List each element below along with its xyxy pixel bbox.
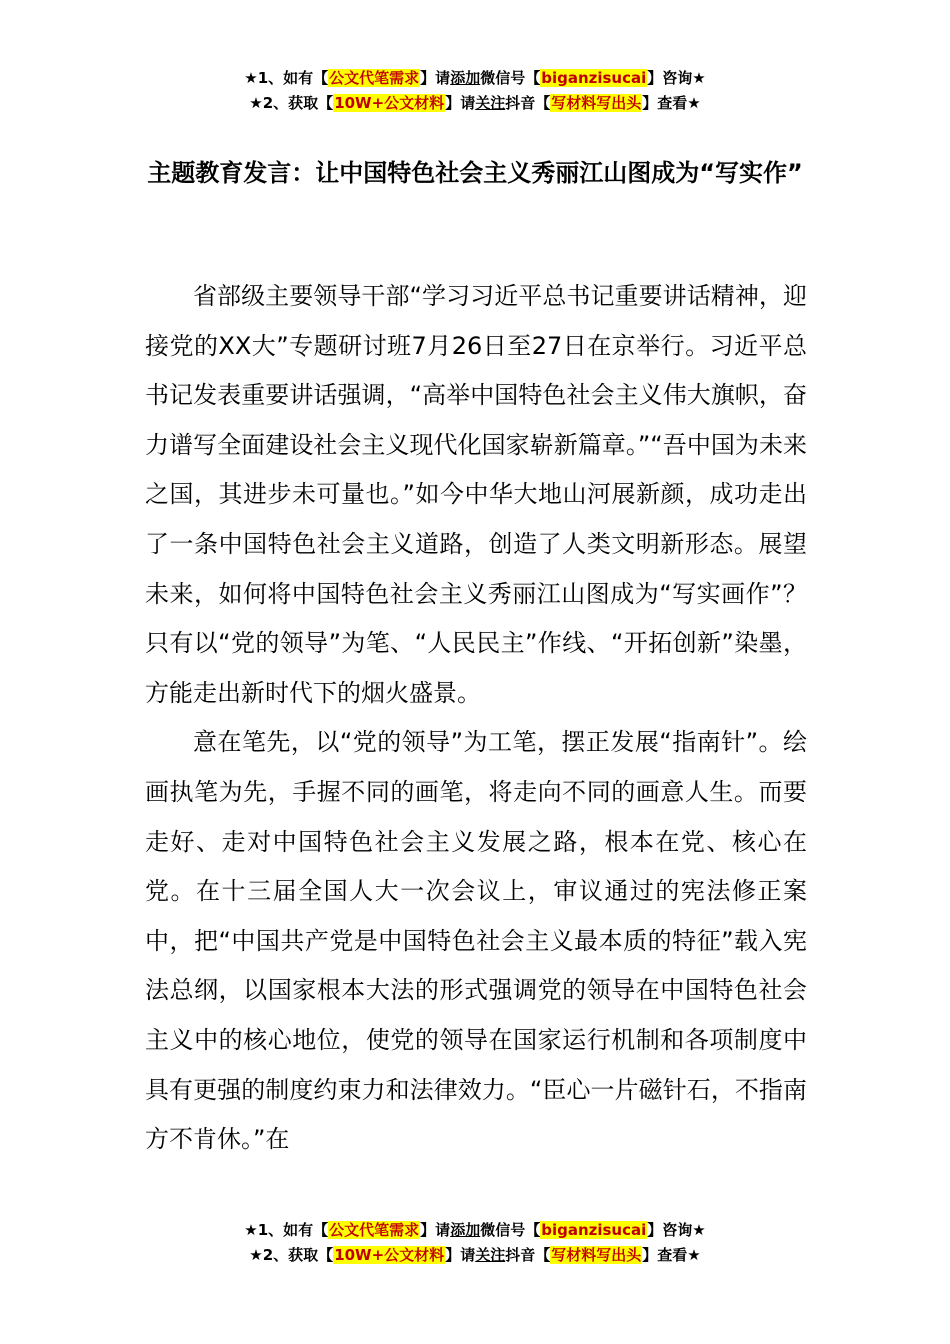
highlight-materials: 10W+公文材料 [334, 94, 445, 112]
banner-line-2: ★2、获取【10W+公文材料】请关注抖音【写材料写出头】查看★ [249, 94, 701, 112]
document-title: 主题教育发言：让中国特色社会主义秀丽江山图成为“写实作” [147, 159, 803, 187]
banner-line-1: ★1、如有【公文代笔需求】请添加微信号【biganzisucai】咨询★ [244, 69, 706, 87]
highlight-douyin: 写材料写出头 [551, 1246, 642, 1264]
paragraph: 意在笔先，以“党的领导”为工笔，摆正发展“指南针”。绘画执笔为先，手握不同的画笔，将走向不同的画意人生。而要走好、走对中国特色社会主义发展之路，根本在党、核心在党。在十三届全国人大一次会议上，审议通过的宪法修正案中，把“中国共产党是中国特色社会主义最本质的特征”载入宪法总纲，以国家根本大法的形式强调党的领导在中国特色社会主义中的核心地位，使党的领导在国家运行机制和各项制度中具有更强的制度约束力和法律效力。“臣心一片磁针石，不指南方不肯休。”在 [145, 728, 807, 1154]
highlight-wechat-id: biganzisucai [541, 1221, 647, 1239]
highlight-douyin: 写材料写出头 [551, 94, 642, 112]
paragraph: 省部级主要领导干部“学习习近平总书记重要讲话精神，迎接党的XX大”专题研讨班7月26日至27日在京举行。习近平总书记发表重要讲话强调，“高举中国特色社会主义伟大旗帜，奋力谱写全面建设社会主义现代化国家崭新篇章。”“吾中国为未来之国，其进步未可量也。”如今中华大地山河展新颜，成功走出了一条中国特色社会主义道路，创造了人类文明新形态。展望未来，如何将中国特色社会主义秀丽江山图成为“写实画作”？只有以“党的领导”为笔、“人民民主”作线、“开拓创新”染墨，方能走出新时代下的烟火盛景。 [145, 282, 807, 707]
banner-line-1: ★1、如有【公文代笔需求】请添加微信号【biganzisucai】咨询★ [244, 1221, 706, 1239]
highlight-service: 公文代笔需求 [329, 69, 420, 87]
footer-banner [0, 1218, 950, 1268]
highlight-wechat-id: biganzisucai [541, 69, 647, 87]
banner-line-2: ★2、获取【10W+公文材料】请关注抖音【写材料写出头】查看★ [249, 1246, 701, 1264]
header-banner [0, 66, 950, 116]
document-body [145, 272, 807, 1165]
highlight-service: 公文代笔需求 [329, 1221, 420, 1239]
highlight-materials: 10W+公文材料 [334, 1246, 445, 1264]
